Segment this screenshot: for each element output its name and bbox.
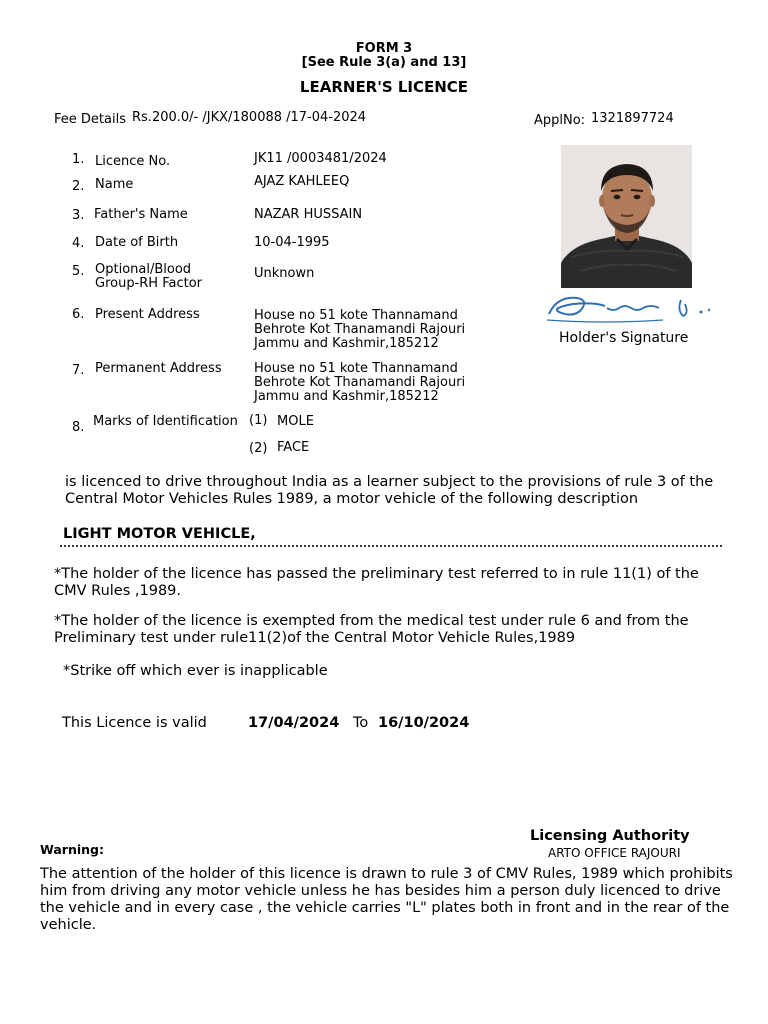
blood-group-label-line1: Optional/Blood <box>95 262 192 277</box>
fee-details-value: Rs.200.0/- /JKX/180088 /17-04-2024 <box>132 110 367 125</box>
field-number: 3. <box>72 208 85 223</box>
validity-label: This Licence is valid <box>62 715 207 731</box>
mark-1-value: MOLE <box>277 414 314 429</box>
permanent-address-line1: House no 51 kote Thannamand <box>254 361 458 376</box>
field-number: 2. <box>72 179 85 194</box>
field-number: 6. <box>72 307 85 322</box>
medical-exemption-note: *The holder of the licence is exempted from the medical test under rule 6 and from the Preliminary test under rule11(2)of the Central Motor Vehicle Rules,1989 <box>54 613 689 646</box>
identification-marks-label: Marks of Identification <box>93 414 238 429</box>
form-number: FORM 3 <box>355 41 413 56</box>
preliminary-test-note: *The holder of the licence has passed the preliminary test referred to in rule 11(1) of the CMV Rules ,1989. <box>54 566 699 599</box>
person-portrait-icon <box>561 145 692 288</box>
mark-2-value: FACE <box>277 440 310 455</box>
licensing-authority-title: Licensing Authority <box>530 828 690 844</box>
date-of-birth-value: 10-04-1995 <box>254 235 330 250</box>
present-address-label: Present Address <box>95 307 200 322</box>
blood-group-label-line2: Group-RH Factor <box>95 276 203 291</box>
warning-text: The attention of the holder of this licence is drawn to rule 3 of CMV Rules, 1989 which prohibits him from driving any motor vehicle unless he has besides him a person duly licenced to drive the vehicle and in every case , the vehicle carries "L" plates both in front and in the rear of the vehicle. <box>40 866 733 933</box>
licensing-authority-office: ARTO OFFICE RAJOURI <box>548 846 681 860</box>
rule-reference: [See Rule 3(a) and 13] <box>301 55 467 70</box>
present-address-line1: House no 51 kote Thannamand <box>254 308 458 323</box>
licensed-statement: is licenced to drive throughout India as a learner subject to the provisions of rule 3 of the Central Motor Vehicles Rules 1989, a motor vehicle of the following description <box>65 474 714 507</box>
date-of-birth-label: Date of Birth <box>95 235 179 250</box>
holder-signature-image <box>543 290 721 326</box>
holder-signature-label: Holder's Signature <box>559 330 689 346</box>
holder-photo <box>561 145 692 288</box>
name-value: AJAZ KAHLEEQ <box>254 174 350 189</box>
permanent-address-line2: Behrote Kot Thanamandi Rajouri <box>254 375 466 390</box>
application-number-value: 1321897724 <box>591 111 674 126</box>
strike-off-note: *Strike off which ever is inapplicable <box>63 663 328 679</box>
licence-number-label: Licence No. <box>95 154 171 169</box>
application-number-label: ApplNo: <box>534 113 586 128</box>
field-number: 5. <box>72 264 85 279</box>
mark-1-number: (1) <box>249 413 268 428</box>
dotted-divider <box>60 545 722 547</box>
licence-number-value: JK11 /0003481/2024 <box>254 151 387 166</box>
field-number: 7. <box>72 363 85 378</box>
present-address-line2: Behrote Kot Thanamandi Rajouri <box>254 322 466 337</box>
fathers-name-value: NAZAR HUSSAIN <box>254 207 363 222</box>
warning-label: Warning: <box>40 842 104 857</box>
blood-group-value: Unknown <box>254 266 315 281</box>
present-address-line3: Jammu and Kashmir,185212 <box>254 336 439 351</box>
field-number: 4. <box>72 236 85 251</box>
mark-2-number: (2) <box>249 441 268 456</box>
valid-to-date: 16/10/2024 <box>378 715 470 731</box>
name-label: Name <box>95 177 134 192</box>
fathers-name-label: Father's Name <box>94 207 188 222</box>
permanent-address-label: Permanent Address <box>95 361 222 376</box>
document-title: LEARNER'S LICENCE <box>299 78 469 96</box>
valid-from-date: 17/04/2024 <box>248 715 340 731</box>
field-number: 8. <box>72 420 85 435</box>
field-number: 1. <box>72 152 85 167</box>
validity-to-label: To <box>353 715 369 731</box>
permanent-address-line3: Jammu and Kashmir,185212 <box>254 389 439 404</box>
vehicle-class: LIGHT MOTOR VEHICLE, <box>63 526 256 542</box>
fee-details-label: Fee Details <box>54 112 126 127</box>
